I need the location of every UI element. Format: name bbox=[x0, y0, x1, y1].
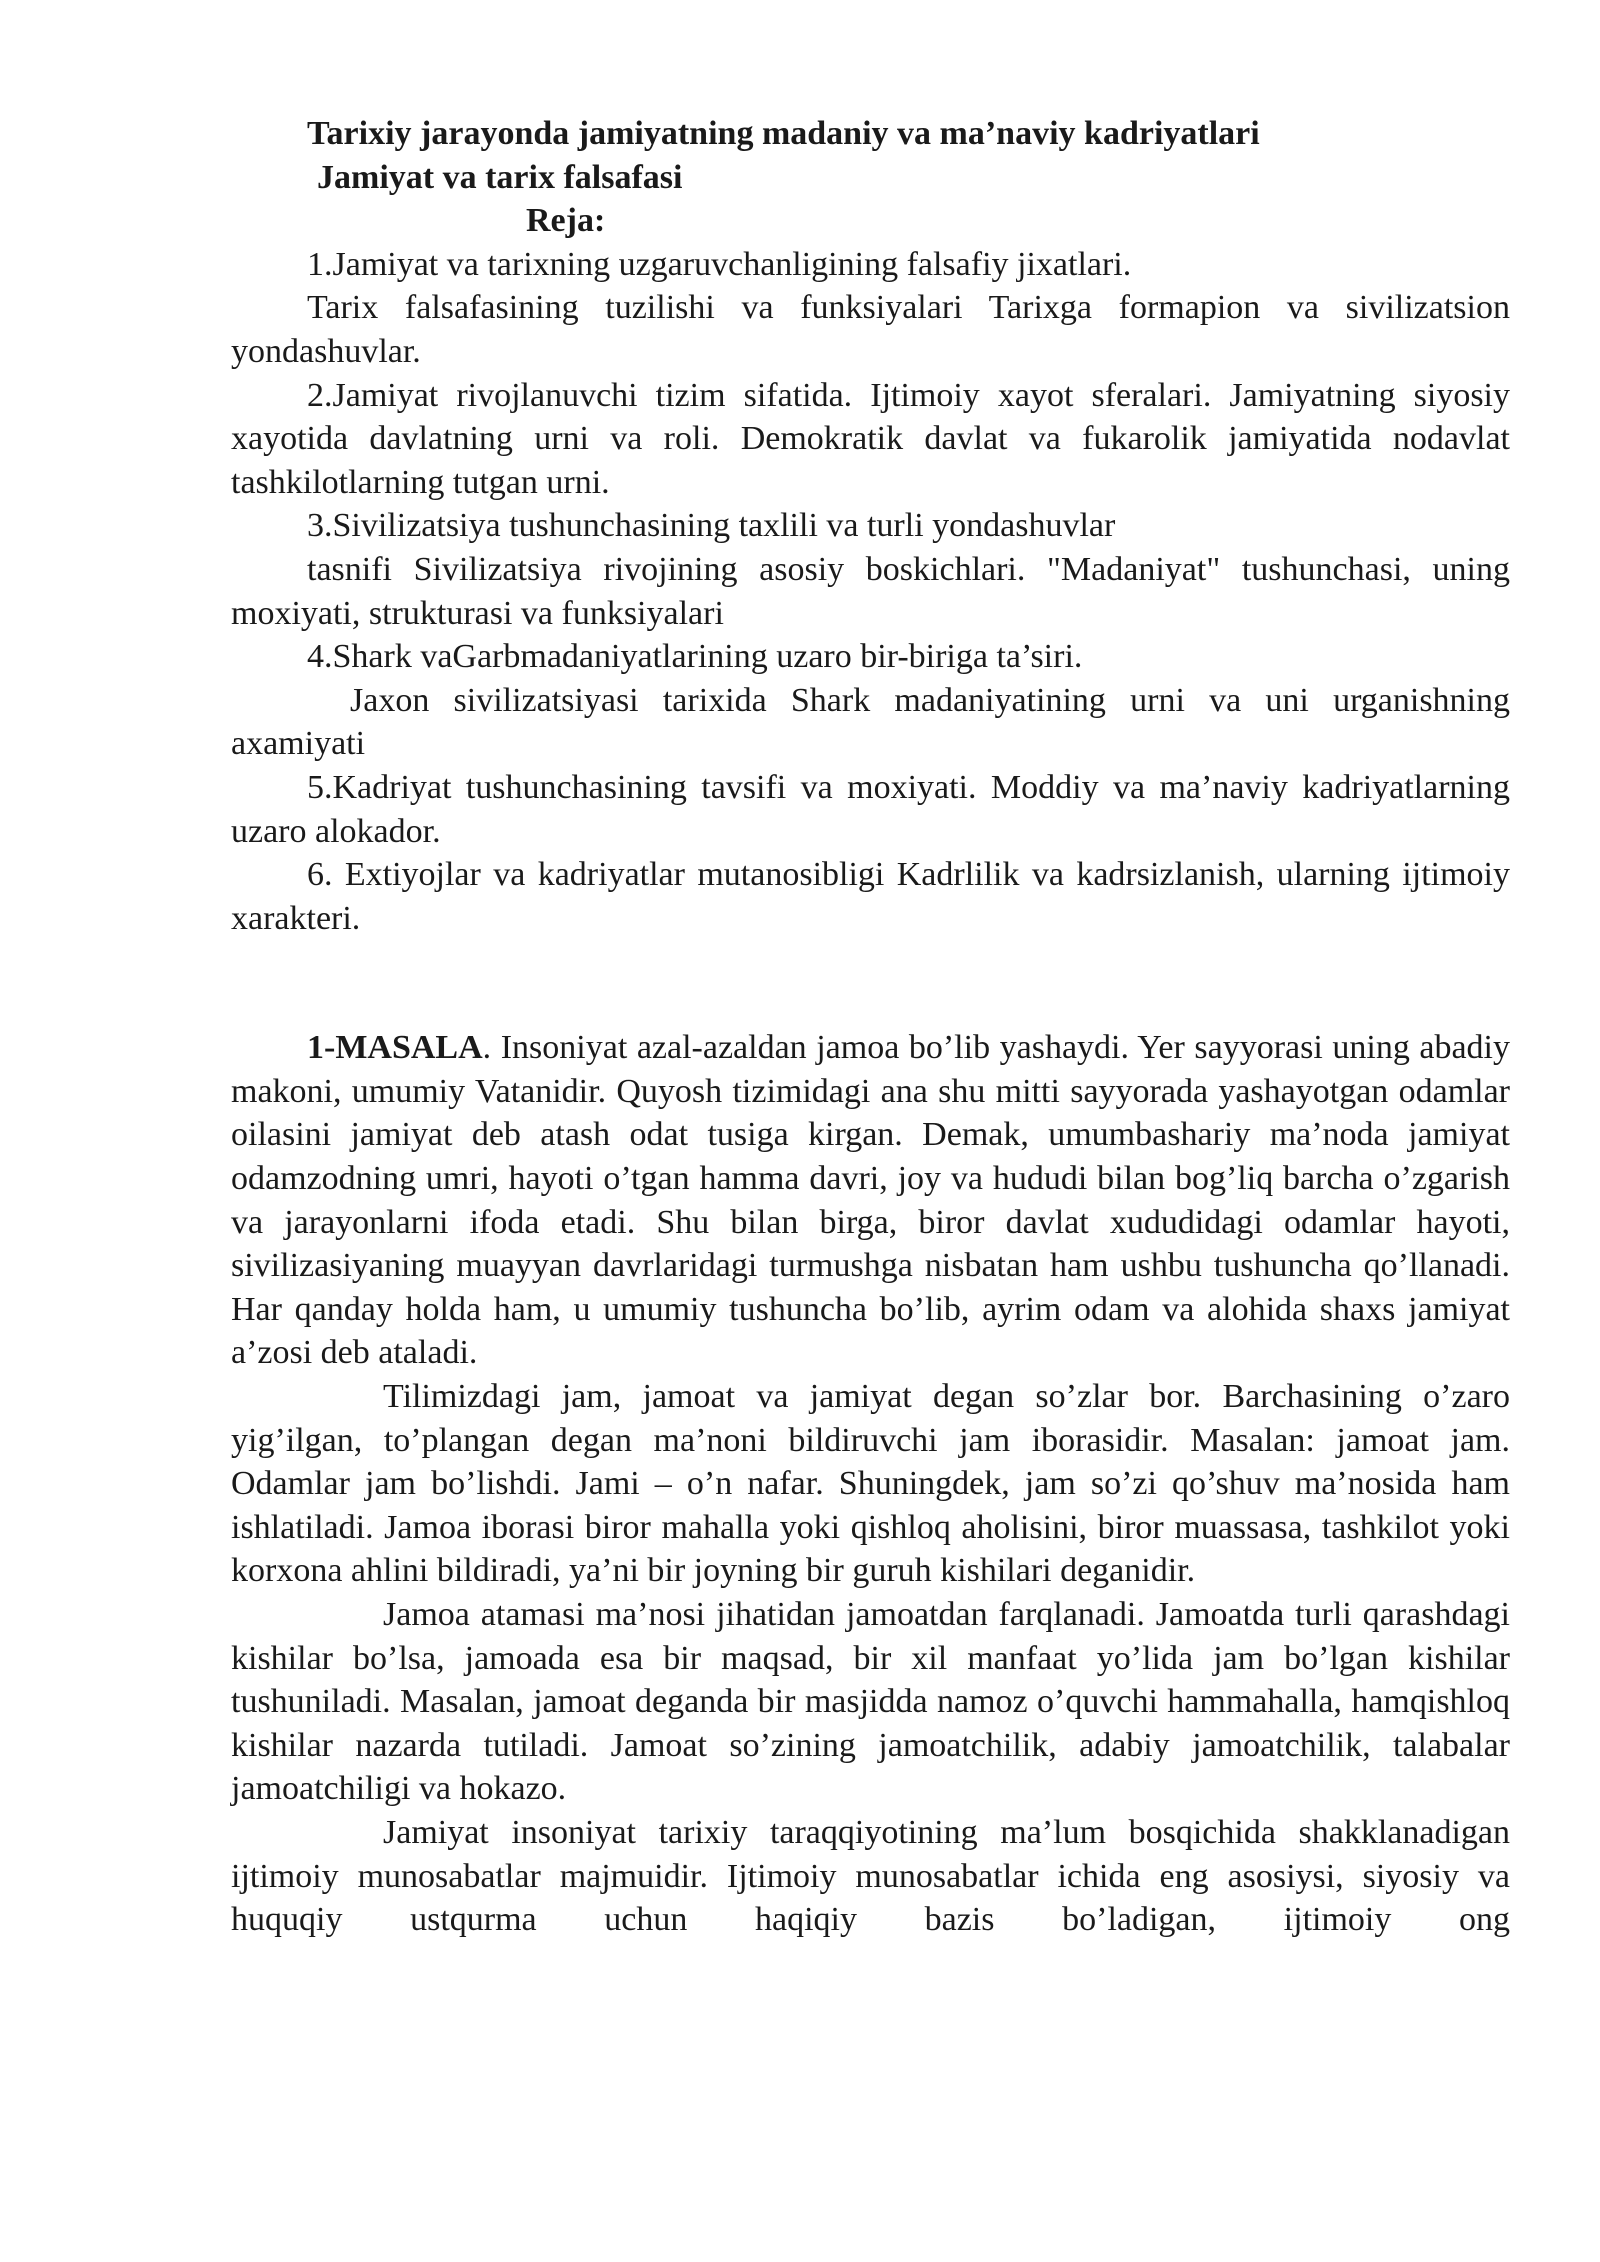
document-subtitle: Jamiyat va tarix falsafasi bbox=[317, 158, 683, 196]
paragraph-text: . Insoniyat azal-azaldan jamoa bo’lib yashaydi. Yer sayyorasi uning abadiy makoni, umumiy Vatanidir. Quyosh tizimidagi ana shu mitti sayyorada yashayotgan odamlar oilasini jamiyat deb atash odat tusiga kirgan. Demak, umumbashariy ma’noda jamiyat odamzodning umri, hayoti o’tgan hamma davri, joy va hududi bilan bog’liq barcha o’zgarish va jarayonlarni ifoda etadi. Shu bilan birga, biror davlat xududidagi odamlar hayoti, sivilizasiyaning muayyan davrlaridagi turmushga nisbatan ham ushbu tushuncha qo’llanadi. Har qanday holda ham, u umumiy tushuncha bo’lib, ayrim odam va alohida shaxs jamiyat a’zosi deb ataladi. bbox=[231, 1029, 1510, 1372]
plan-item: 1.Jamiyat va tarixning uzgaruvchanligining falsafiy jixatlari. bbox=[307, 245, 1132, 283]
plan-list bbox=[231, 243, 1510, 941]
body-paragraph bbox=[231, 1026, 1510, 1375]
document-page bbox=[231, 112, 1510, 1942]
plan-heading: Reja: bbox=[526, 202, 606, 240]
document-title: Tarixiy jarayonda jamiyatning madaniy va ma’naviy kadriyatlari bbox=[307, 115, 1260, 152]
plan-item: Jaxon sivilizatsiyasi tarixida Shark madaniyatining urni va uni urganishning axamiyati bbox=[231, 681, 1510, 763]
section-label: 1-MASALA bbox=[307, 1029, 483, 1067]
spacer bbox=[231, 940, 1510, 1026]
plan-item: 5.Kadriyat tushunchasining tavsifi va moxiyati. Moddiy va ma’naviy kadriyatlarning uzaro alokador. bbox=[231, 768, 1510, 850]
body-paragraph: Tilimizdagi jam, jamoat va jamiyat degan so’zlar bor. Barchasining o’zaro yig’ilgan, to’plangan degan ma’noni bildiruvchi jam iborasidir. Masalan: jamoat jam. Odamlar jam bo’lishdi. Jami – o’n nafar. Shuningdek, jam so’zi qo’shuv ma’nosida ham ishlatiladi. Jamoa iborasi biror mahalla yoki qishloq aholisini, biror muassasa, tashkilot yoki korxona ahlini bildiradi, ya’ni bir joyning bir guruh kishilari deganidir. bbox=[231, 1378, 1510, 1590]
plan-item: 6. Extiyojlar va kadriyatlar mutanosibligi Kadrlilik va kadrsizlanish, ularning ijtimoiy xarakteri. bbox=[231, 856, 1510, 937]
body-paragraph: Jamiyat insoniyat tarixiy taraqqiyotining ma’lum bosqichida shakklanadigan ijtimoiy munosabatlar majmuidir. Ijtimoiy munosabatlar ichida eng asosiysi, siyosiy va huquqiy ustqurma uchun haqiqiy bazis bo’ladigan, ijtimoiy ong bbox=[231, 1813, 1510, 1939]
plan-item: 3.Sivilizatsiya tushunchasining taxlili va turli yondashuvlar bbox=[307, 507, 1116, 545]
plan-item: 2.Jamiyat rivojlanuvchi tizim sifatida. Ijtimoiy xayot sferalari. Jamiyatning siyosiy xayotida davlatning urni va roli. Demokratik davlat va fukarolik jamiyatida nodavlat tashkilotlarning tutgan urni. bbox=[231, 376, 1510, 501]
plan-item: Tarix falsafasining tuzilishi va funksiyalari Tarixga formapion va sivilizatsion yondashuvlar. bbox=[231, 289, 1510, 370]
body-paragraph: Jamoa atamasi ma’nosi jihatidan jamoatdan farqlanadi. Jamoatda turli qarashdagi kishilar bo’lsa, jamoada esa bir maqsad, bir xil manfaat yo’lida jam bo’lgan kishilar tushuniladi. Masalan, jamoat deganda bir masjidda namoz o’quvchi hammahalla, hamqishloq kishilar nazarda tutiladi. Jamoat so’zining jamoatchilik, adabiy jamoatchilik, talabalar jamoatchiligi va hokazo. bbox=[231, 1596, 1510, 1808]
plan-item: tasnifi Sivilizatsiya rivojining asosiy boskichlari. "Madaniyat" tushunchasi, uning moxiyati, strukturasi va funksiyalari bbox=[231, 550, 1510, 632]
plan-item: 4.Shark vaGarbmadaniyatlarining uzaro bir-biriga ta’siri. bbox=[307, 638, 1083, 676]
document-body bbox=[231, 1026, 1510, 1941]
